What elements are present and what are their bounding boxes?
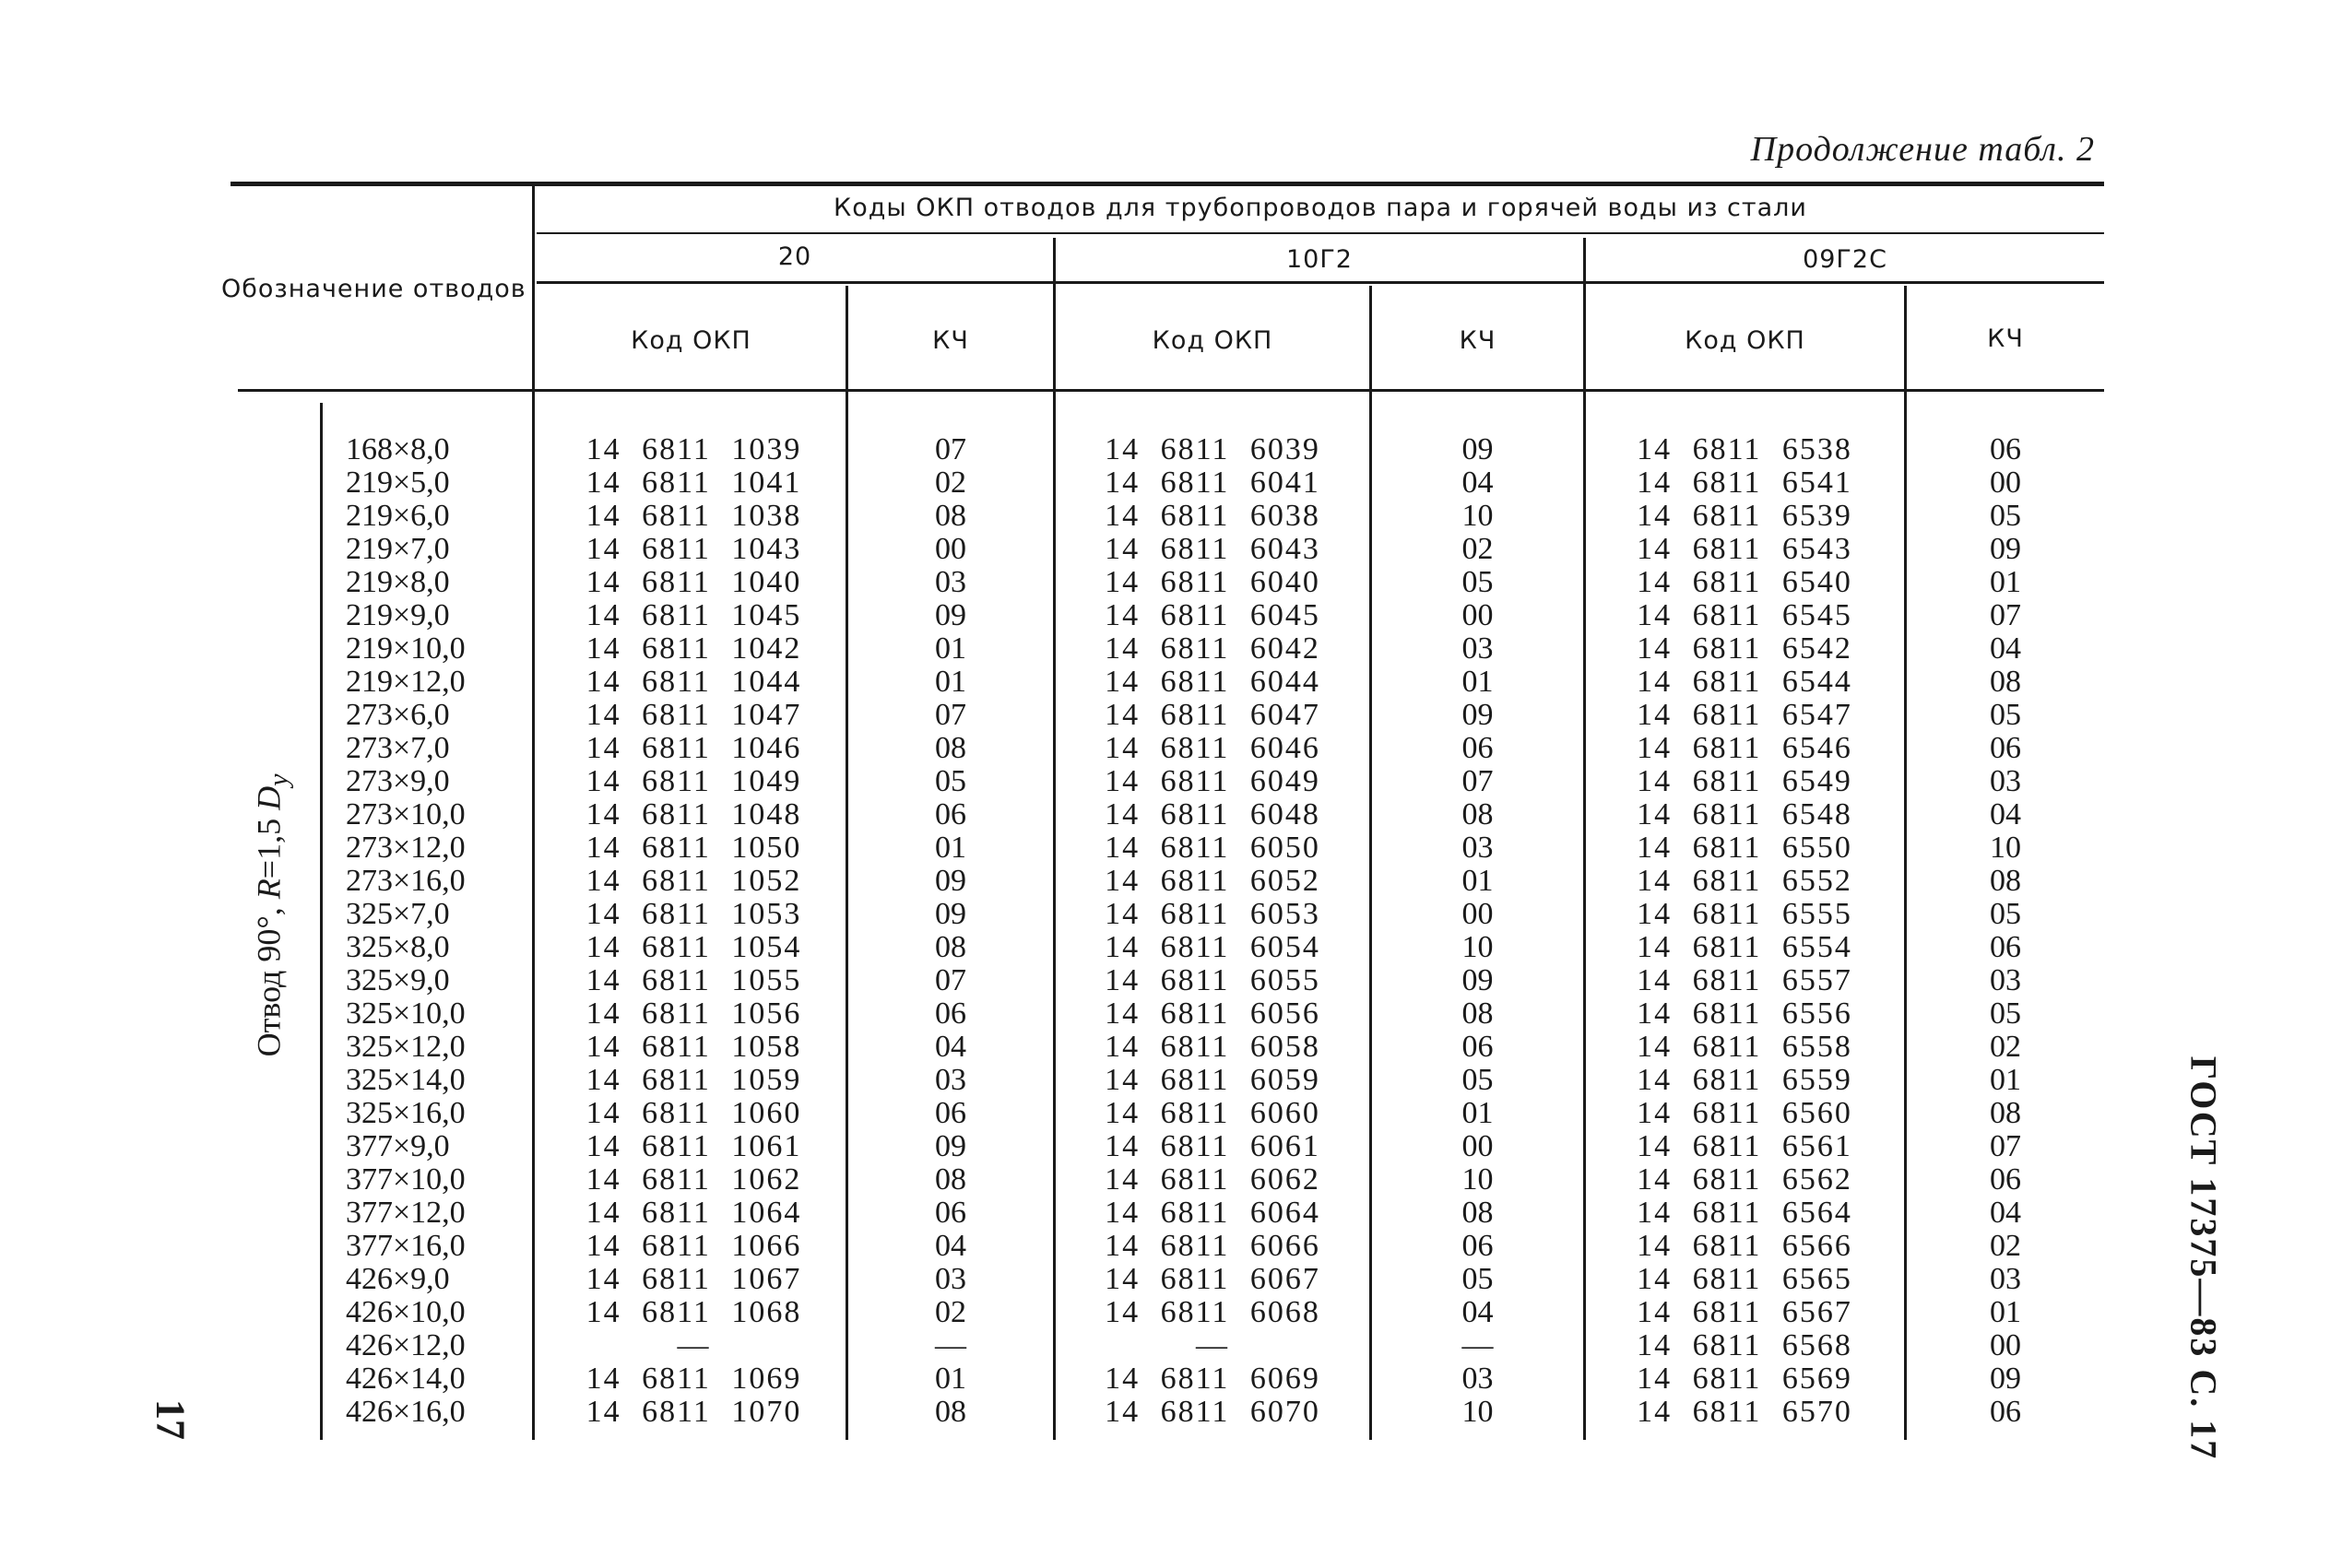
kch-cell-09g2s: 01 xyxy=(1990,1295,2021,1329)
kch-column-09g2s xyxy=(1907,433,2104,1429)
designation-cell: 219×7,0 xyxy=(346,532,450,566)
kch-cell-10g2: 08 xyxy=(1461,797,1494,831)
designation-cell: 325×8,0 xyxy=(346,930,450,964)
kch-cell-20: 03 xyxy=(935,1063,966,1097)
okp-code-cell-20: 14 6811 1060 xyxy=(585,1096,802,1130)
okp-code-cell-09g2s: 14 6811 6565 xyxy=(1637,1262,1852,1296)
kch-cell-20: 08 xyxy=(935,499,966,533)
okp-code-cell-20: 14 6811 1058 xyxy=(585,1030,802,1064)
kch-cell-20: 08 xyxy=(935,1395,966,1429)
okp-code-cell-09g2s: 14 6811 6543 xyxy=(1637,532,1852,566)
radius-symbol: R xyxy=(250,878,288,900)
okp-code-cell-10g2: 14 6811 6055 xyxy=(1105,963,1320,997)
kch-cell-10g2: 10 xyxy=(1461,930,1494,964)
kch-cell-09g2s: 03 xyxy=(1990,963,2021,997)
code-column-09g2s xyxy=(1588,433,1901,1429)
okp-code-cell-09g2s: 14 6811 6566 xyxy=(1637,1229,1852,1263)
kch-cell-20: 01 xyxy=(935,631,966,666)
okp-code-cell-20: 14 6811 1048 xyxy=(585,797,802,831)
designation-cell: 219×12,0 xyxy=(346,665,466,699)
okp-code-cell-09g2s: 14 6811 6560 xyxy=(1637,1096,1852,1130)
okp-code-cell-20: 14 6811 1042 xyxy=(585,631,802,666)
okp-code-cell-20: 14 6811 1039 xyxy=(585,432,802,466)
okp-code-cell-10g2: 14 6811 6062 xyxy=(1105,1162,1320,1197)
kch-cell-09g2s: 01 xyxy=(1990,1063,2021,1097)
okp-code-cell-10g2: 14 6811 6038 xyxy=(1105,499,1320,533)
steel-09g2s-header: 09Г2С xyxy=(1803,245,1887,274)
okp-code-cell-20: 14 6811 1043 xyxy=(585,532,802,566)
designation-cell: 273×16,0 xyxy=(346,864,466,898)
okp-code-cell-09g2s: 14 6811 6542 xyxy=(1637,631,1852,666)
standard-page-label: ГОСТ 17375—83 С. 17 xyxy=(2182,1055,2225,1461)
kch-cell-20: 00 xyxy=(935,532,966,566)
bend-type-prefix: Отвод 90°, xyxy=(250,899,288,1057)
page-number: 17 xyxy=(148,1399,194,1440)
kch-cell-10g2: 00 xyxy=(1461,598,1494,632)
kch-cell-10g2: 09 xyxy=(1461,432,1494,466)
designation-cell: 219×8,0 xyxy=(346,565,450,599)
steel-rule xyxy=(537,281,2104,284)
kch-cell-09g2s: 10 xyxy=(1990,831,2021,865)
rule-10g2-09g2s xyxy=(1583,238,1586,1440)
kch-cell-09g2s: 05 xyxy=(1990,996,2021,1031)
okp-code-cell-20: 14 6811 1053 xyxy=(585,897,802,931)
okp-code-cell-09g2s: 14 6811 6562 xyxy=(1637,1162,1852,1197)
okp-code-cell-09g2s: 14 6811 6548 xyxy=(1637,797,1852,831)
kch-cell-10g2: 10 xyxy=(1461,499,1494,533)
kch-cell-09g2s: 08 xyxy=(1990,665,2021,699)
kch-cell-10g2: 00 xyxy=(1461,1129,1494,1163)
okp-code-cell-09g2s: 14 6811 6538 xyxy=(1637,432,1852,466)
kch-cell-10g2: 01 xyxy=(1461,665,1494,699)
kch-cell-10g2: 03 xyxy=(1461,831,1494,865)
kch-cell-20: 03 xyxy=(935,565,966,599)
designation-header: Обозначение отводов xyxy=(221,275,526,303)
group-rule xyxy=(537,232,2104,234)
okp-code-cell-20: 14 6811 1054 xyxy=(585,930,802,964)
okp-code-cell-10g2: 14 6811 6069 xyxy=(1105,1362,1320,1396)
okp-code-cell-09g2s: 14 6811 6546 xyxy=(1637,731,1852,765)
code-column-10g2 xyxy=(1060,433,1365,1429)
kch-cell-09g2s: 02 xyxy=(1990,1030,2021,1064)
okp-code-cell-10g2: — xyxy=(1196,1328,1229,1362)
kch-cell-09g2s: 00 xyxy=(1990,466,2021,500)
rule-20-10g2 xyxy=(1053,238,1056,1440)
okp-code-cell-20: 14 6811 1047 xyxy=(585,698,802,732)
okp-code-cell-10g2: 14 6811 6049 xyxy=(1105,764,1320,798)
okp-code-cell-10g2: 14 6811 6066 xyxy=(1105,1229,1320,1263)
okp-code-cell-09g2s: 14 6811 6559 xyxy=(1637,1063,1852,1097)
okp-code-cell-10g2: 14 6811 6044 xyxy=(1105,665,1320,699)
okp-code-cell-10g2: 14 6811 6047 xyxy=(1105,698,1320,732)
kch-cell-10g2: 06 xyxy=(1461,1229,1494,1263)
kch-cell-20: 07 xyxy=(935,698,966,732)
kch-cell-09g2s: 06 xyxy=(1990,930,2021,964)
kch-column-20 xyxy=(848,433,1053,1429)
kch-cell-10g2: 02 xyxy=(1461,532,1494,566)
okp-code-cell-09g2s: 14 6811 6552 xyxy=(1637,864,1852,898)
header-bottom-rule xyxy=(238,389,2104,392)
okp-code-cell-10g2: 14 6811 6042 xyxy=(1105,631,1320,666)
okp-code-cell-09g2s: 14 6811 6568 xyxy=(1637,1328,1852,1362)
code-header-20: Код ОКП xyxy=(631,326,751,355)
designation-cell: 426×9,0 xyxy=(346,1262,450,1296)
kch-cell-10g2: 05 xyxy=(1461,1063,1494,1097)
okp-code-cell-20: 14 6811 1046 xyxy=(585,731,802,765)
kch-cell-09g2s: 09 xyxy=(1990,1362,2021,1396)
designation-cell: 219×6,0 xyxy=(346,499,450,533)
kch-cell-20: 06 xyxy=(935,797,966,831)
designation-cell: 325×12,0 xyxy=(346,1030,466,1064)
okp-code-cell-09g2s: 14 6811 6541 xyxy=(1637,466,1852,500)
okp-code-cell-20: 14 6811 1061 xyxy=(585,1129,802,1163)
okp-code-cell-20: 14 6811 1062 xyxy=(585,1162,802,1197)
okp-code-cell-10g2: 14 6811 6048 xyxy=(1105,797,1320,831)
kch-cell-20: 05 xyxy=(935,764,966,798)
okp-code-cell-10g2: 14 6811 6041 xyxy=(1105,466,1320,500)
kch-cell-10g2: — xyxy=(1461,1328,1494,1362)
group-header: Коды ОКП отводов для трубопроводов пара и горячей воды из стали xyxy=(834,194,1807,222)
designation-cell: 219×5,0 xyxy=(346,466,450,500)
okp-code-cell-20: 14 6811 1052 xyxy=(585,864,802,898)
designation-column xyxy=(346,433,530,1429)
kch-cell-09g2s: 09 xyxy=(1990,532,2021,566)
kch-cell-09g2s: 06 xyxy=(1990,731,2021,765)
okp-code-cell-20: 14 6811 1068 xyxy=(585,1295,802,1329)
kch-cell-10g2: 04 xyxy=(1461,466,1494,500)
okp-code-cell-20: — xyxy=(677,1328,711,1362)
okp-code-cell-10g2: 14 6811 6053 xyxy=(1105,897,1320,931)
designation-cell: 273×7,0 xyxy=(346,731,450,765)
kch-cell-09g2s: 08 xyxy=(1990,864,2021,898)
okp-code-cell-09g2s: 14 6811 6567 xyxy=(1637,1295,1852,1329)
okp-code-cell-20: 14 6811 1066 xyxy=(585,1229,802,1263)
kch-cell-20: 02 xyxy=(935,1295,966,1329)
rule-side-label xyxy=(320,403,323,1440)
kch-cell-10g2: 05 xyxy=(1461,565,1494,599)
okp-code-cell-20: 14 6811 1040 xyxy=(585,565,802,599)
kch-cell-10g2: 03 xyxy=(1461,1362,1494,1396)
okp-code-cell-09g2s: 14 6811 6549 xyxy=(1637,764,1852,798)
okp-code-cell-10g2: 14 6811 6045 xyxy=(1105,598,1320,632)
kch-cell-09g2s: 05 xyxy=(1990,897,2021,931)
kch-cell-09g2s: 08 xyxy=(1990,1096,2021,1130)
okp-code-cell-10g2: 14 6811 6061 xyxy=(1105,1129,1320,1163)
designation-cell: 219×10,0 xyxy=(346,631,466,666)
radius-value: =1,5 xyxy=(250,809,288,879)
kch-cell-09g2s: 06 xyxy=(1990,1162,2021,1197)
kch-column-10g2 xyxy=(1372,433,1583,1429)
okp-code-cell-20: 14 6811 1049 xyxy=(585,764,802,798)
okp-code-cell-10g2: 14 6811 6067 xyxy=(1105,1262,1320,1296)
kch-cell-09g2s: 03 xyxy=(1990,1262,2021,1296)
kch-cell-20: — xyxy=(935,1328,966,1362)
kch-cell-10g2: 01 xyxy=(1461,1096,1494,1130)
code-header-09g2s: Код ОКП xyxy=(1685,326,1805,355)
okp-code-cell-09g2s: 14 6811 6569 xyxy=(1637,1362,1852,1396)
rule-designation-right xyxy=(532,186,535,1440)
okp-code-cell-20: 14 6811 1038 xyxy=(585,499,802,533)
kch-cell-10g2: 10 xyxy=(1461,1395,1494,1429)
okp-code-cell-10g2: 14 6811 6046 xyxy=(1105,731,1320,765)
okp-code-cell-09g2s: 14 6811 6557 xyxy=(1637,963,1852,997)
okp-code-cell-10g2: 14 6811 6050 xyxy=(1105,831,1320,865)
diameter-symbol: D xyxy=(250,785,288,810)
kch-cell-20: 07 xyxy=(935,963,966,997)
okp-code-cell-10g2: 14 6811 6040 xyxy=(1105,565,1320,599)
kch-cell-09g2s: 04 xyxy=(1990,797,2021,831)
okp-code-cell-10g2: 14 6811 6058 xyxy=(1105,1030,1320,1064)
kch-cell-20: 01 xyxy=(935,665,966,699)
kch-cell-20: 01 xyxy=(935,1362,966,1396)
steel-20-header: 20 xyxy=(777,242,812,271)
okp-code-cell-09g2s: 14 6811 6544 xyxy=(1637,665,1852,699)
okp-code-cell-09g2s: 14 6811 6545 xyxy=(1637,598,1852,632)
kch-cell-20: 09 xyxy=(935,1129,966,1163)
designation-cell: 219×9,0 xyxy=(346,598,450,632)
okp-code-cell-20: 14 6811 1050 xyxy=(585,831,802,865)
designation-cell: 325×16,0 xyxy=(346,1096,466,1130)
designation-cell: 325×7,0 xyxy=(346,897,450,931)
kch-cell-10g2: 06 xyxy=(1461,1030,1494,1064)
code-column-20 xyxy=(544,433,844,1429)
okp-code-cell-09g2s: 14 6811 6561 xyxy=(1637,1129,1852,1163)
okp-code-cell-09g2s: 14 6811 6558 xyxy=(1637,1030,1852,1064)
designation-cell: 426×14,0 xyxy=(346,1362,466,1396)
kch-cell-20: 03 xyxy=(935,1262,966,1296)
okp-code-cell-20: 14 6811 1064 xyxy=(585,1196,802,1230)
kch-cell-20: 09 xyxy=(935,598,966,632)
okp-code-cell-10g2: 14 6811 6068 xyxy=(1105,1295,1320,1329)
okp-code-cell-09g2s: 14 6811 6554 xyxy=(1637,930,1852,964)
kch-cell-10g2: 01 xyxy=(1461,864,1494,898)
okp-code-cell-09g2s: 14 6811 6539 xyxy=(1637,499,1852,533)
designation-cell: 273×9,0 xyxy=(346,764,450,798)
steel-10g2-header: 10Г2 xyxy=(1285,245,1353,274)
designation-cell: 426×10,0 xyxy=(346,1295,466,1329)
designation-cell: 273×10,0 xyxy=(346,797,466,831)
diameter-subscript: у xyxy=(263,773,294,786)
designation-cell: 426×16,0 xyxy=(346,1395,466,1429)
designation-cell: 273×12,0 xyxy=(346,831,466,865)
okp-code-cell-10g2: 14 6811 6054 xyxy=(1105,930,1320,964)
okp-code-cell-10g2: 14 6811 6059 xyxy=(1105,1063,1320,1097)
okp-code-cell-10g2: 14 6811 6060 xyxy=(1105,1096,1320,1130)
kch-cell-10g2: 08 xyxy=(1461,1196,1494,1230)
kch-cell-09g2s: 06 xyxy=(1990,432,2021,466)
designation-cell: 325×10,0 xyxy=(346,996,466,1031)
okp-code-cell-09g2s: 14 6811 6564 xyxy=(1637,1196,1852,1230)
designation-cell: 377×9,0 xyxy=(346,1129,450,1163)
okp-code-cell-10g2: 14 6811 6039 xyxy=(1105,432,1320,466)
kch-cell-10g2: 10 xyxy=(1461,1162,1494,1197)
bend-type-label xyxy=(249,774,294,1057)
kch-cell-10g2: 06 xyxy=(1461,731,1494,765)
okp-code-cell-20: 14 6811 1070 xyxy=(585,1395,802,1429)
kch-cell-20: 01 xyxy=(935,831,966,865)
okp-code-cell-20: 14 6811 1056 xyxy=(585,996,802,1031)
kch-cell-09g2s: 07 xyxy=(1990,598,2021,632)
kch-cell-20: 08 xyxy=(935,731,966,765)
designation-cell: 377×12,0 xyxy=(346,1196,466,1230)
okp-code-cell-09g2s: 14 6811 6555 xyxy=(1637,897,1852,931)
kch-header-09g2s: КЧ xyxy=(1987,324,2024,353)
okp-code-cell-09g2s: 14 6811 6556 xyxy=(1637,996,1852,1031)
okp-code-cell-20: 14 6811 1067 xyxy=(585,1262,802,1296)
okp-code-cell-10g2: 14 6811 6070 xyxy=(1105,1395,1320,1429)
kch-cell-20: 09 xyxy=(935,897,966,931)
okp-code-cell-09g2s: 14 6811 6570 xyxy=(1637,1395,1852,1429)
okp-code-cell-09g2s: 14 6811 6547 xyxy=(1637,698,1852,732)
okp-code-cell-10g2: 14 6811 6056 xyxy=(1105,996,1320,1031)
designation-cell: 377×10,0 xyxy=(346,1162,466,1197)
kch-cell-09g2s: 04 xyxy=(1990,631,2021,666)
kch-cell-09g2s: 05 xyxy=(1990,698,2021,732)
table-continuation-caption: Продолжение табл. 2 xyxy=(1750,130,2095,169)
kch-cell-20: 06 xyxy=(935,996,966,1031)
kch-cell-20: 09 xyxy=(935,864,966,898)
kch-cell-10g2: 03 xyxy=(1461,631,1494,666)
kch-cell-20: 04 xyxy=(935,1030,966,1064)
kch-cell-09g2s: 01 xyxy=(1990,565,2021,599)
okp-code-cell-10g2: 14 6811 6052 xyxy=(1105,864,1320,898)
designation-cell: 325×14,0 xyxy=(346,1063,466,1097)
kch-cell-10g2: 04 xyxy=(1461,1295,1494,1329)
kch-cell-09g2s: 04 xyxy=(1990,1196,2021,1230)
okp-code-cell-09g2s: 14 6811 6540 xyxy=(1637,565,1852,599)
kch-cell-10g2: 00 xyxy=(1461,897,1494,931)
kch-cell-09g2s: 02 xyxy=(1990,1229,2021,1263)
kch-cell-09g2s: 05 xyxy=(1990,499,2021,533)
okp-code-cell-10g2: 14 6811 6043 xyxy=(1105,532,1320,566)
kch-cell-10g2: 07 xyxy=(1461,764,1494,798)
designation-cell: 377×16,0 xyxy=(346,1229,466,1263)
code-header-10g2: Код ОКП xyxy=(1152,326,1273,355)
kch-cell-09g2s: 07 xyxy=(1990,1129,2021,1163)
okp-code-cell-09g2s: 14 6811 6550 xyxy=(1637,831,1852,865)
kch-header-10g2: КЧ xyxy=(1459,326,1496,355)
kch-cell-09g2s: 06 xyxy=(1990,1395,2021,1429)
kch-cell-10g2: 05 xyxy=(1461,1262,1494,1296)
okp-code-cell-20: 14 6811 1045 xyxy=(585,598,802,632)
top-rule xyxy=(231,182,2104,186)
kch-header-20: КЧ xyxy=(932,326,969,355)
kch-cell-10g2: 09 xyxy=(1461,698,1494,732)
kch-cell-09g2s: 00 xyxy=(1990,1328,2021,1362)
okp-code-cell-20: 14 6811 1055 xyxy=(585,963,802,997)
designation-cell: 168×8,0 xyxy=(346,432,450,466)
kch-cell-20: 02 xyxy=(935,466,966,500)
kch-cell-10g2: 09 xyxy=(1461,963,1494,997)
kch-cell-20: 06 xyxy=(935,1196,966,1230)
okp-code-cell-10g2: 14 6811 6064 xyxy=(1105,1196,1320,1230)
kch-cell-09g2s: 03 xyxy=(1990,764,2021,798)
kch-cell-20: 06 xyxy=(935,1096,966,1130)
kch-cell-20: 08 xyxy=(935,1162,966,1197)
okp-code-cell-20: 14 6811 1069 xyxy=(585,1362,802,1396)
okp-code-cell-20: 14 6811 1059 xyxy=(585,1063,802,1097)
kch-cell-20: 08 xyxy=(935,930,966,964)
designation-cell: 325×9,0 xyxy=(346,963,450,997)
kch-cell-20: 07 xyxy=(935,432,966,466)
kch-cell-20: 04 xyxy=(935,1229,966,1263)
okp-code-cell-20: 14 6811 1044 xyxy=(585,665,802,699)
designation-cell: 426×12,0 xyxy=(346,1328,466,1362)
designation-cell: 273×6,0 xyxy=(346,698,450,732)
okp-code-cell-20: 14 6811 1041 xyxy=(585,466,802,500)
kch-cell-10g2: 08 xyxy=(1461,996,1494,1031)
